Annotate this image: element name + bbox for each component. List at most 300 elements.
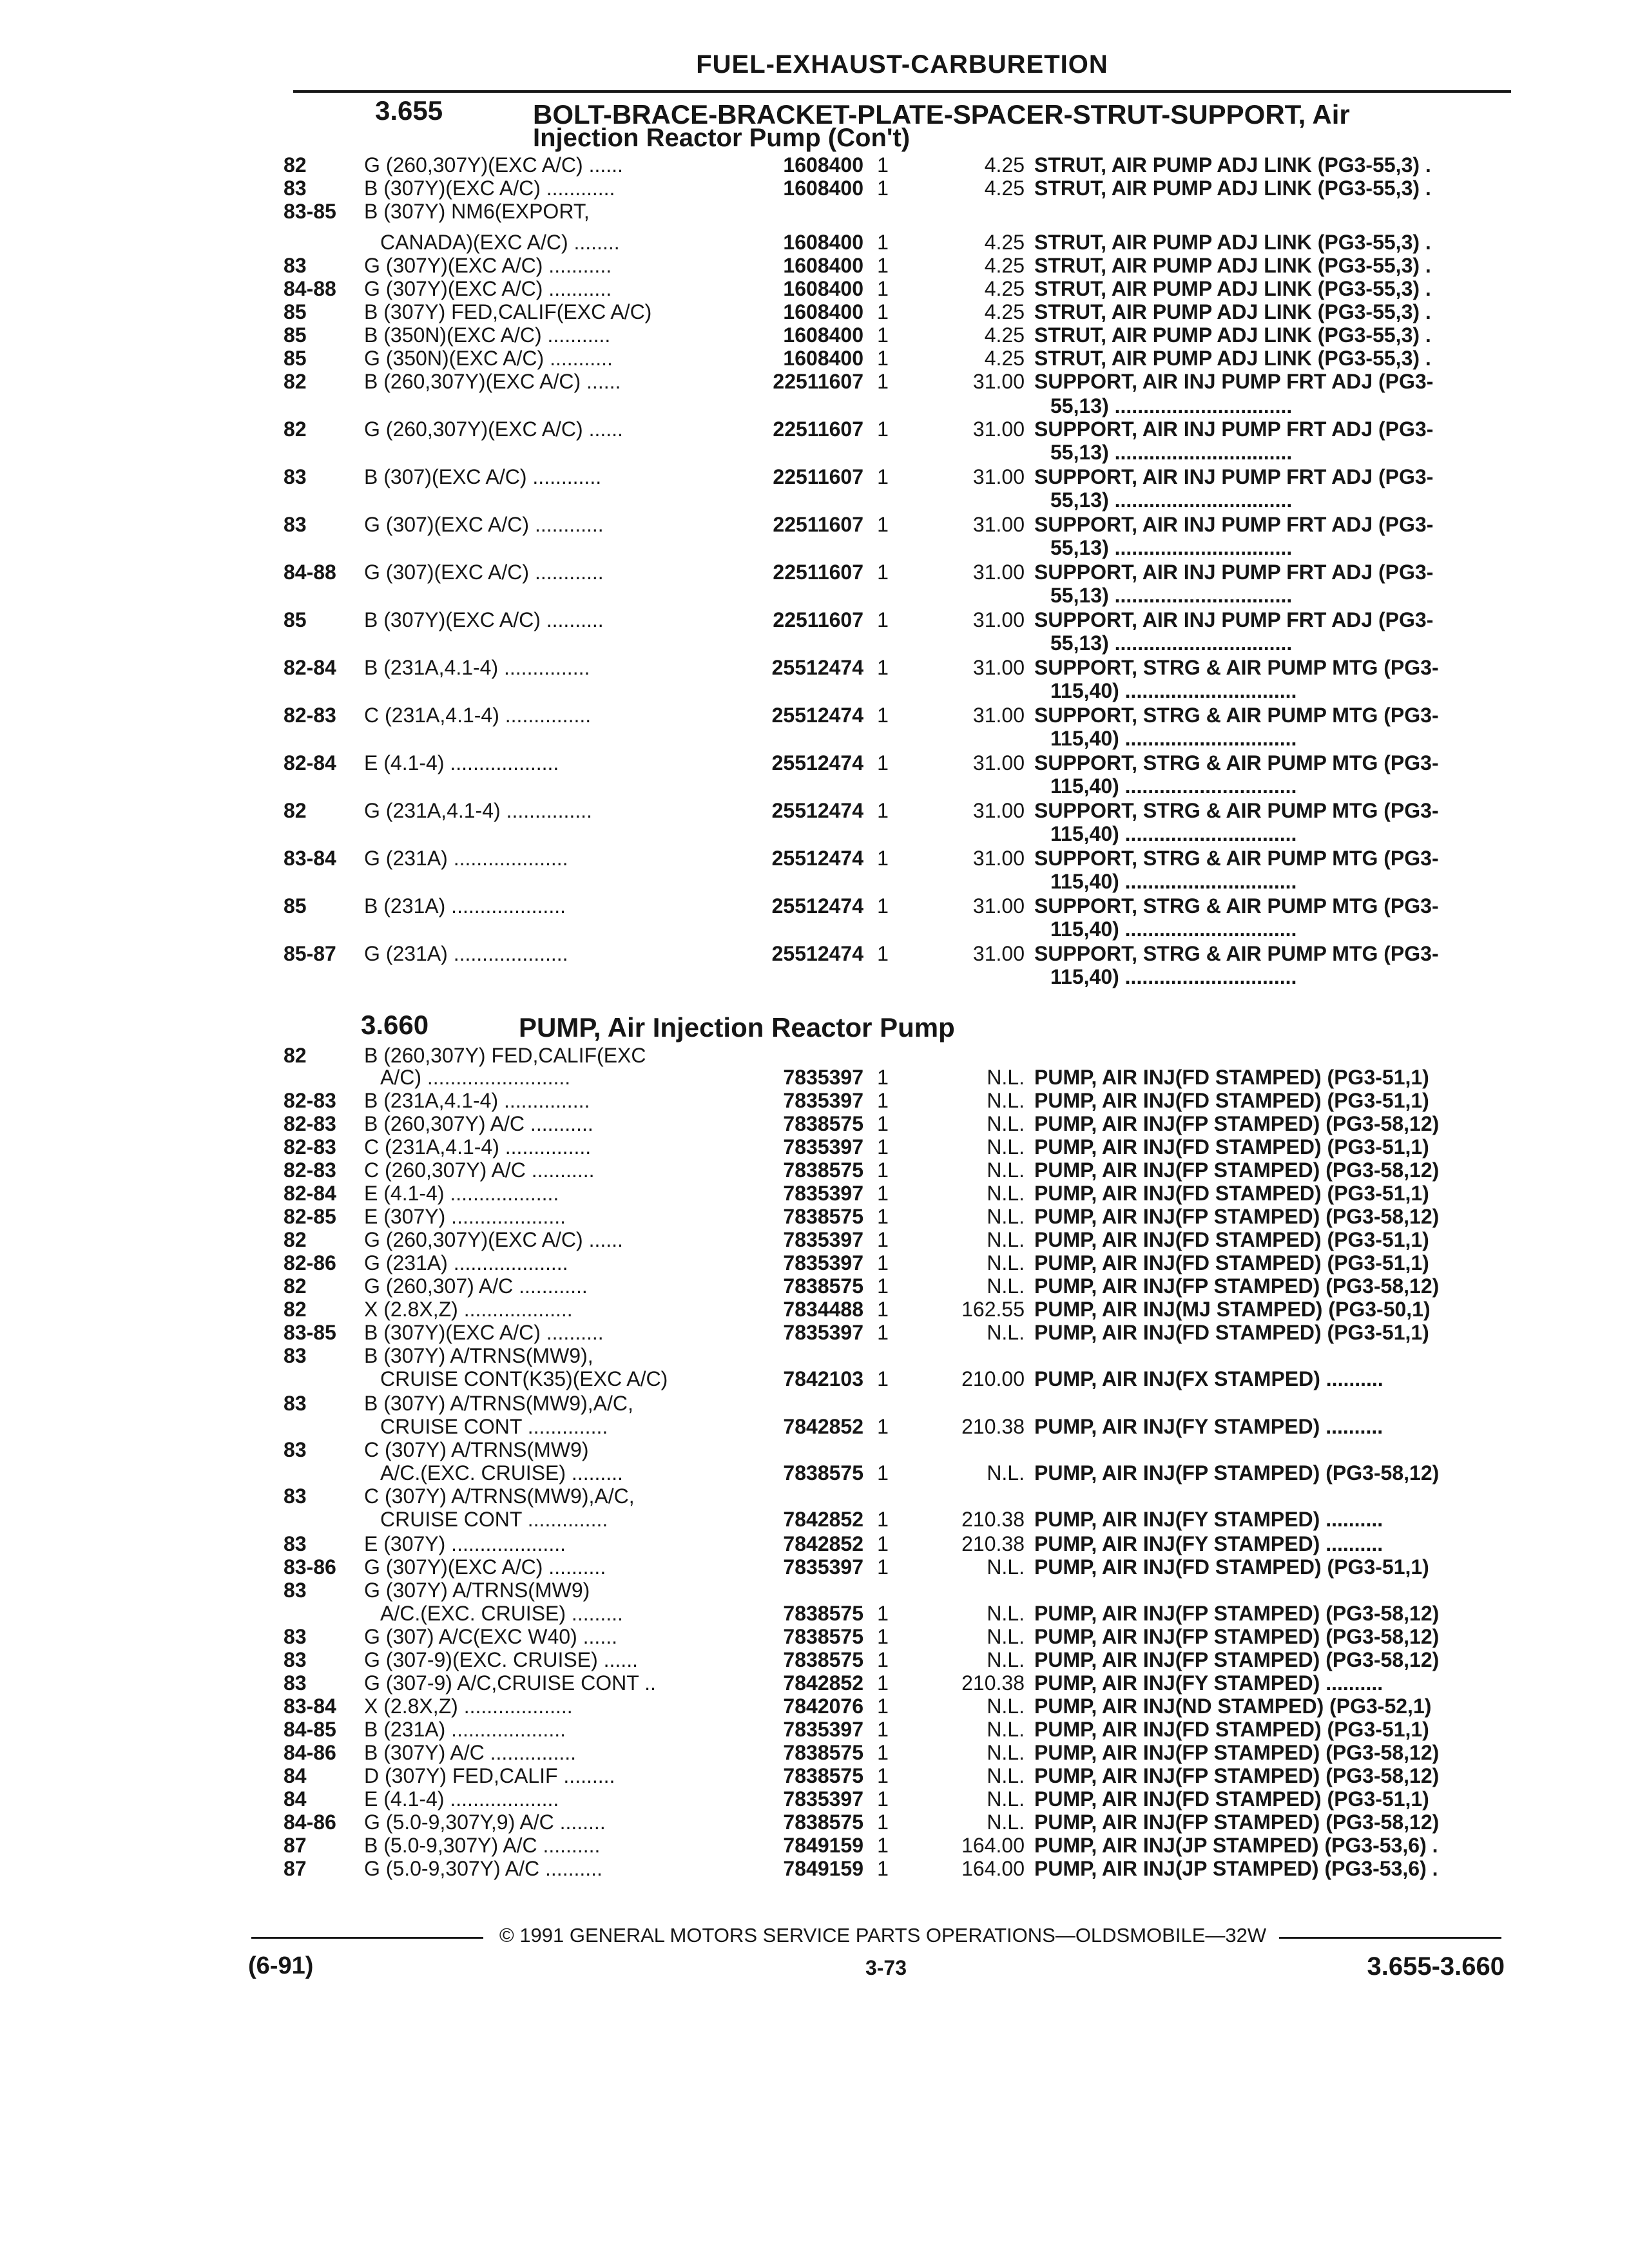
part-number: 7842852 [783, 1671, 863, 1695]
price: N.L. [987, 1321, 1025, 1344]
price: N.L. [987, 1555, 1025, 1579]
price: 4.25 [984, 277, 1025, 300]
application: G (307) A/C(EXC W40) ...... [364, 1625, 617, 1648]
model-year: 83 [284, 254, 307, 277]
description: SUPPORT, AIR INJ PUMP FRT ADJ (PG3- [1034, 370, 1434, 393]
description: PUMP, AIR INJ(FD STAMPED) (PG3-51,1) [1034, 1228, 1429, 1251]
price: N.L. [987, 1274, 1025, 1298]
description: SUPPORT, STRG & AIR PUMP MTG (PG3- [1034, 799, 1439, 822]
application: E (4.1-4) ................... [364, 1182, 559, 1205]
description: STRUT, AIR PUMP ADJ LINK (PG3-55,3) . [1034, 323, 1431, 347]
description-continued: 115,40) .............................. [1050, 727, 1297, 750]
description: PUMP, AIR INJ(FD STAMPED) (PG3-51,1) [1034, 1135, 1429, 1158]
model-year: 87 [284, 1834, 307, 1857]
quantity: 1 [877, 1857, 889, 1880]
part-number: 1608400 [783, 153, 863, 177]
model-year: 84 [284, 1787, 307, 1811]
model-year: 82 [284, 1228, 307, 1251]
application: G (231A) .................... [364, 942, 568, 965]
description: PUMP, AIR INJ(FP STAMPED) (PG3-58,12) [1034, 1112, 1440, 1135]
application: B (307Y) A/TRNS(MW9),A/C, [364, 1392, 633, 1415]
part-number: 7835397 [783, 1321, 863, 1344]
application: G (307Y)(EXC A/C) .......... [364, 1555, 606, 1579]
price: 210.38 [961, 1415, 1025, 1438]
application: C (260,307Y) A/C ........... [364, 1158, 595, 1182]
application: B (350N)(EXC A/C) ........... [364, 323, 611, 347]
model-year: 83 [284, 1579, 307, 1602]
quantity: 1 [877, 799, 889, 822]
price: N.L. [987, 1764, 1025, 1787]
quantity: 1 [877, 418, 889, 441]
model-year: 83-85 [284, 1321, 336, 1344]
price: 4.25 [984, 347, 1025, 370]
application: G (307-9)(EXC. CRUISE) ...... [364, 1648, 638, 1671]
application: G (231A,4.1-4) ............... [364, 799, 592, 822]
quantity: 1 [877, 300, 889, 323]
quantity: 1 [877, 1089, 889, 1112]
application: G (5.0-9,307Y) A/C .......... [364, 1857, 602, 1880]
description-continued: 55,13) ............................... [1050, 441, 1293, 464]
description: PUMP, AIR INJ(FP STAMPED) (PG3-58,12) [1034, 1764, 1440, 1787]
description-continued: 115,40) .............................. [1050, 870, 1297, 893]
description: PUMP, AIR INJ(FD STAMPED) (PG3-51,1) [1034, 1066, 1429, 1089]
description: PUMP, AIR INJ(FD STAMPED) (PG3-51,1) [1034, 1182, 1429, 1205]
application: C (231A,4.1-4) ............... [364, 704, 592, 727]
application: G (307)(EXC A/C) ............ [364, 513, 604, 536]
quantity: 1 [877, 323, 889, 347]
model-year: 82-83 [284, 1112, 336, 1135]
part-number: 25512474 [771, 894, 863, 918]
application: B (5.0-9,307Y) A/C .......... [364, 1834, 601, 1857]
part-number: 7835397 [783, 1135, 863, 1158]
part-number: 7849159 [783, 1834, 863, 1857]
page-header: FUEL-EXHAUST-CARBURETION [696, 50, 1108, 79]
part-number: 7838575 [783, 1461, 863, 1485]
quantity: 1 [877, 1671, 889, 1695]
quantity: 1 [877, 1787, 889, 1811]
application: B (307Y) NM6(EXPORT, [364, 200, 590, 223]
description: STRUT, AIR PUMP ADJ LINK (PG3-55,3) . [1034, 153, 1431, 177]
footer-rule-left [251, 1937, 483, 1939]
part-number: 22511607 [773, 513, 863, 536]
quantity: 1 [877, 1508, 889, 1531]
model-year: 82 [284, 153, 307, 177]
description: PUMP, AIR INJ(FD STAMPED) (PG3-51,1) [1034, 1555, 1429, 1579]
application: G (231A) .................... [364, 847, 568, 870]
description: STRUT, AIR PUMP ADJ LINK (PG3-55,3) . [1034, 254, 1431, 277]
quantity: 1 [877, 277, 889, 300]
application: G (260,307Y)(EXC A/C) ...... [364, 153, 623, 177]
application-continued: A/C.(EXC. CRUISE) ......... [380, 1461, 623, 1485]
price: N.L. [987, 1135, 1025, 1158]
application-continued: A/C.(EXC. CRUISE) ......... [380, 1602, 623, 1625]
quantity: 1 [877, 1182, 889, 1205]
description: PUMP, AIR INJ(FY STAMPED) .......... [1034, 1532, 1383, 1555]
quantity: 1 [877, 561, 889, 584]
application: B (260,307Y)(EXC A/C) ...... [364, 370, 621, 393]
model-year: 84 [284, 1764, 307, 1787]
model-year: 82-83 [284, 1089, 336, 1112]
model-year: 85 [284, 608, 307, 631]
part-number: 7835397 [783, 1251, 863, 1274]
description: PUMP, AIR INJ(FP STAMPED) (PG3-58,12) [1034, 1625, 1440, 1648]
application: G (350N)(EXC A/C) ........... [364, 347, 613, 370]
quantity: 1 [877, 1415, 889, 1438]
description: STRUT, AIR PUMP ADJ LINK (PG3-55,3) . [1034, 277, 1431, 300]
part-number: 7835397 [783, 1228, 863, 1251]
application: D (307Y) FED,CALIF ......... [364, 1764, 615, 1787]
price: N.L. [987, 1089, 1025, 1112]
part-number: 7835397 [783, 1787, 863, 1811]
description: SUPPORT, STRG & AIR PUMP MTG (PG3- [1034, 656, 1439, 679]
application: B (260,307Y) FED,CALIF(EXC [364, 1044, 646, 1067]
price: 31.00 [972, 608, 1025, 631]
price: N.L. [987, 1625, 1025, 1648]
quantity: 1 [877, 1228, 889, 1251]
part-number: 7838575 [783, 1158, 863, 1182]
quantity: 1 [877, 1764, 889, 1787]
part-number: 7838575 [783, 1741, 863, 1764]
price: 4.25 [984, 177, 1025, 200]
section-number: 3.655 [375, 95, 443, 126]
description: SUPPORT, AIR INJ PUMP FRT ADJ (PG3- [1034, 465, 1434, 488]
application: E (4.1-4) ................... [364, 751, 559, 774]
application: B (307Y)(EXC A/C) .......... [364, 1321, 604, 1344]
model-year: 83 [284, 1438, 307, 1461]
part-number: 7835397 [783, 1555, 863, 1579]
part-number: 25512474 [771, 751, 863, 774]
description-continued: 55,13) ............................... [1050, 584, 1293, 607]
application: C (307Y) A/TRNS(MW9) [364, 1438, 589, 1461]
description: PUMP, AIR INJ(JP STAMPED) (PG3-53,6) . [1034, 1834, 1438, 1857]
part-number: 7838575 [783, 1764, 863, 1787]
price: N.L. [987, 1205, 1025, 1228]
price: 164.00 [961, 1857, 1025, 1880]
price: 4.25 [984, 323, 1025, 347]
part-number: 7835397 [783, 1089, 863, 1112]
model-year: 85 [284, 323, 307, 347]
quantity: 1 [877, 1555, 889, 1579]
quantity: 1 [877, 1532, 889, 1555]
description: SUPPORT, STRG & AIR PUMP MTG (PG3- [1034, 894, 1439, 918]
description-continued: 115,40) .............................. [1050, 918, 1297, 941]
application: B (307Y) FED,CALIF(EXC A/C) [364, 300, 652, 323]
application: G (307Y)(EXC A/C) ........... [364, 254, 612, 277]
application: B (231A,4.1-4) ............... [364, 1089, 590, 1112]
application: C (307Y) A/TRNS(MW9),A/C, [364, 1485, 635, 1508]
description: STRUT, AIR PUMP ADJ LINK (PG3-55,3) . [1034, 300, 1431, 323]
application: E (307Y) .................... [364, 1532, 566, 1555]
model-year: 84-86 [284, 1741, 336, 1764]
application: B (307)(EXC A/C) ............ [364, 465, 602, 488]
quantity: 1 [877, 1298, 889, 1321]
description: SUPPORT, STRG & AIR PUMP MTG (PG3- [1034, 751, 1439, 774]
part-number: 25512474 [771, 704, 863, 727]
quantity: 1 [877, 231, 889, 254]
application: G (231A) .................... [364, 1251, 568, 1274]
footer-rule-right [1279, 1937, 1501, 1939]
part-number: 7835397 [783, 1182, 863, 1205]
quantity: 1 [877, 1695, 889, 1718]
part-number: 7842852 [783, 1415, 863, 1438]
price: 210.00 [961, 1367, 1025, 1390]
description: STRUT, AIR PUMP ADJ LINK (PG3-55,3) . [1034, 347, 1431, 370]
part-number: 7842076 [783, 1695, 863, 1718]
quantity: 1 [877, 153, 889, 177]
description: PUMP, AIR INJ(FX STAMPED) .......... [1034, 1367, 1383, 1390]
section-number: 3.660 [361, 1010, 429, 1040]
part-number: 7842103 [783, 1367, 863, 1390]
description-continued: 115,40) .............................. [1050, 822, 1297, 845]
application-continued: CRUISE CONT .............. [380, 1508, 608, 1531]
model-year: 82-84 [284, 751, 336, 774]
application: G (307Y)(EXC A/C) ........... [364, 277, 612, 300]
application-continued: CANADA)(EXC A/C) ........ [380, 231, 620, 254]
section-title: PUMP, Air Injection Reactor Pump [519, 1012, 955, 1043]
quantity: 1 [877, 1625, 889, 1648]
price: 31.00 [972, 942, 1025, 965]
model-year: 82-83 [284, 1158, 336, 1182]
price: 164.00 [961, 1834, 1025, 1857]
quantity: 1 [877, 1158, 889, 1182]
model-year: 82-83 [284, 704, 336, 727]
footer-copyright: © 1991 GENERAL MOTORS SERVICE PARTS OPERATIONS—OLDSMOBILE—32W [499, 1924, 1267, 1946]
quantity: 1 [877, 1251, 889, 1274]
application: B (307Y)(EXC A/C) .......... [364, 608, 604, 631]
price: 4.25 [984, 300, 1025, 323]
description: PUMP, AIR INJ(FD STAMPED) (PG3-51,1) [1034, 1251, 1429, 1274]
quantity: 1 [877, 1718, 889, 1741]
footer-section-range: 3.655-3.660 [1367, 1952, 1505, 1981]
quantity: 1 [877, 370, 889, 393]
description: STRUT, AIR PUMP ADJ LINK (PG3-55,3) . [1034, 231, 1431, 254]
description: PUMP, AIR INJ(FP STAMPED) (PG3-58,12) [1034, 1602, 1440, 1625]
quantity: 1 [877, 1321, 889, 1344]
description: PUMP, AIR INJ(JP STAMPED) (PG3-53,6) . [1034, 1857, 1438, 1880]
price: 31.00 [972, 418, 1025, 441]
application: B (307Y) A/C ............... [364, 1741, 576, 1764]
price: N.L. [987, 1787, 1025, 1811]
description: PUMP, AIR INJ(FP STAMPED) (PG3-58,12) [1034, 1811, 1440, 1834]
part-number: 7838575 [783, 1205, 863, 1228]
description: SUPPORT, STRG & AIR PUMP MTG (PG3- [1034, 847, 1439, 870]
description-continued: 115,40) .............................. [1050, 965, 1297, 988]
price: N.L. [987, 1251, 1025, 1274]
model-year: 82 [284, 1298, 307, 1321]
price: 210.38 [961, 1508, 1025, 1531]
model-year: 82-86 [284, 1251, 336, 1274]
part-number: 25512474 [771, 799, 863, 822]
description: SUPPORT, AIR INJ PUMP FRT ADJ (PG3- [1034, 608, 1434, 631]
part-number: 1608400 [783, 323, 863, 347]
application: B (307Y) A/TRNS(MW9), [364, 1344, 593, 1367]
description-continued: 55,13) ............................... [1050, 536, 1293, 559]
part-number: 7838575 [783, 1648, 863, 1671]
model-year: 82 [284, 1044, 307, 1067]
part-number: 7835397 [783, 1718, 863, 1741]
quantity: 1 [877, 513, 889, 536]
price: 210.38 [961, 1532, 1025, 1555]
price: N.L. [987, 1182, 1025, 1205]
part-number: 1608400 [783, 300, 863, 323]
description: SUPPORT, AIR INJ PUMP FRT ADJ (PG3- [1034, 561, 1434, 584]
application: G (260,307Y)(EXC A/C) ...... [364, 1228, 623, 1251]
model-year: 84-86 [284, 1811, 336, 1834]
model-year: 85 [284, 894, 307, 918]
model-year: 82-84 [284, 1182, 336, 1205]
model-year: 82-83 [284, 1135, 336, 1158]
application: G (307Y) A/TRNS(MW9) [364, 1579, 590, 1602]
description: PUMP, AIR INJ(MJ STAMPED) (PG3-50,1) [1034, 1298, 1431, 1321]
application: X (2.8X,Z) ................... [364, 1695, 573, 1718]
application: G (260,307) A/C ............ [364, 1274, 588, 1298]
description: PUMP, AIR INJ(FY STAMPED) .......... [1034, 1508, 1383, 1531]
model-year: 84-88 [284, 561, 336, 584]
application: B (231A) .................... [364, 1718, 566, 1741]
quantity: 1 [877, 1367, 889, 1390]
description: STRUT, AIR PUMP ADJ LINK (PG3-55,3) . [1034, 177, 1431, 200]
description: PUMP, AIR INJ(FY STAMPED) .......... [1034, 1671, 1383, 1695]
part-number: 1608400 [783, 231, 863, 254]
description-continued: 55,13) ............................... [1050, 394, 1293, 418]
quantity: 1 [877, 942, 889, 965]
footer-date: (6-91) [248, 1952, 314, 1979]
model-year: 84-85 [284, 1718, 336, 1741]
price: N.L. [987, 1741, 1025, 1764]
price: 31.00 [972, 847, 1025, 870]
price: 31.00 [972, 656, 1025, 679]
price: N.L. [987, 1602, 1025, 1625]
description: PUMP, AIR INJ(FD STAMPED) (PG3-51,1) [1034, 1787, 1429, 1811]
model-year: 82 [284, 799, 307, 822]
price: 31.00 [972, 799, 1025, 822]
part-number: 22511607 [773, 608, 863, 631]
quantity: 1 [877, 1205, 889, 1228]
footer-page-number: 3-73 [865, 1956, 907, 1979]
section-title-line1: BOLT-BRACE-BRACKET-PLATE-SPACER-STRUT-SUPPORT, Air [533, 99, 1350, 130]
part-number: 25512474 [771, 847, 863, 870]
description-continued: 55,13) ............................... [1050, 631, 1293, 655]
part-number: 1608400 [783, 254, 863, 277]
part-number: 7849159 [783, 1857, 863, 1880]
description: SUPPORT, STRG & AIR PUMP MTG (PG3- [1034, 704, 1439, 727]
application: B (231A,4.1-4) ............... [364, 656, 590, 679]
model-year: 85 [284, 347, 307, 370]
model-year: 83 [284, 177, 307, 200]
price: 31.00 [972, 561, 1025, 584]
part-number: 22511607 [773, 418, 863, 441]
part-number: 1608400 [783, 277, 863, 300]
description: PUMP, AIR INJ(FP STAMPED) (PG3-58,12) [1034, 1648, 1440, 1671]
part-number: 22511607 [773, 561, 863, 584]
price: 4.25 [984, 254, 1025, 277]
price: 4.25 [984, 231, 1025, 254]
model-year: 85 [284, 300, 307, 323]
application: E (4.1-4) ................... [364, 1787, 559, 1811]
model-year: 83 [284, 1625, 307, 1648]
quantity: 1 [877, 704, 889, 727]
part-number: 22511607 [773, 465, 863, 488]
quantity: 1 [877, 1112, 889, 1135]
application: X (2.8X,Z) ................... [364, 1298, 573, 1321]
quantity: 1 [877, 1648, 889, 1671]
model-year: 83 [284, 1485, 307, 1508]
application-continued: CRUISE CONT(K35)(EXC A/C) [380, 1367, 668, 1390]
quantity: 1 [877, 465, 889, 488]
price: 31.00 [972, 513, 1025, 536]
model-year: 83 [284, 1648, 307, 1671]
application: C (231A,4.1-4) ............... [364, 1135, 592, 1158]
quantity: 1 [877, 1811, 889, 1834]
quantity: 1 [877, 254, 889, 277]
model-year: 82-85 [284, 1205, 336, 1228]
header-rule [293, 90, 1511, 93]
model-year: 83 [284, 465, 307, 488]
price: N.L. [987, 1066, 1025, 1089]
description-continued: 115,40) .............................. [1050, 679, 1297, 702]
description: SUPPORT, AIR INJ PUMP FRT ADJ (PG3- [1034, 513, 1434, 536]
quantity: 1 [877, 847, 889, 870]
quantity: 1 [877, 1274, 889, 1298]
price: N.L. [987, 1695, 1025, 1718]
part-number: 7838575 [783, 1811, 863, 1834]
application-continued: CRUISE CONT .............. [380, 1415, 608, 1438]
price: 31.00 [972, 370, 1025, 393]
section-title-line2: Injection Reactor Pump (Con't) [533, 124, 911, 152]
application: G (5.0-9,307Y,9) A/C ........ [364, 1811, 606, 1834]
quantity: 1 [877, 1066, 889, 1089]
price: 31.00 [972, 751, 1025, 774]
price: 31.00 [972, 465, 1025, 488]
model-year: 83-86 [284, 1555, 336, 1579]
price: N.L. [987, 1158, 1025, 1182]
price: N.L. [987, 1718, 1025, 1741]
model-year: 85-87 [284, 942, 336, 965]
description: PUMP, AIR INJ(FP STAMPED) (PG3-58,12) [1034, 1205, 1440, 1228]
part-number: 25512474 [771, 942, 863, 965]
part-number: 1608400 [783, 347, 863, 370]
application: G (307)(EXC A/C) ............ [364, 561, 604, 584]
description: PUMP, AIR INJ(FP STAMPED) (PG3-58,12) [1034, 1158, 1440, 1182]
price: N.L. [987, 1228, 1025, 1251]
quantity: 1 [877, 656, 889, 679]
price: 4.25 [984, 153, 1025, 177]
price: 31.00 [972, 704, 1025, 727]
model-year: 82 [284, 1274, 307, 1298]
description: PUMP, AIR INJ(FY STAMPED) .......... [1034, 1415, 1383, 1438]
price: N.L. [987, 1461, 1025, 1485]
price: N.L. [987, 1811, 1025, 1834]
application: G (307-9) A/C,CRUISE CONT .. [364, 1671, 656, 1695]
part-number: 22511607 [773, 370, 863, 393]
description: PUMP, AIR INJ(FP STAMPED) (PG3-58,12) [1034, 1461, 1440, 1485]
model-year: 83-84 [284, 1695, 336, 1718]
model-year: 83 [284, 513, 307, 536]
description: PUMP, AIR INJ(FP STAMPED) (PG3-58,12) [1034, 1741, 1440, 1764]
model-year: 83 [284, 1532, 307, 1555]
quantity: 1 [877, 751, 889, 774]
part-number: 7838575 [783, 1112, 863, 1135]
quantity: 1 [877, 1602, 889, 1625]
part-number: 1608400 [783, 177, 863, 200]
part-number: 25512474 [771, 656, 863, 679]
model-year: 83 [284, 1392, 307, 1415]
description: PUMP, AIR INJ(FP STAMPED) (PG3-58,12) [1034, 1274, 1440, 1298]
part-number: 7838575 [783, 1625, 863, 1648]
description: PUMP, AIR INJ(FD STAMPED) (PG3-51,1) [1034, 1089, 1429, 1112]
quantity: 1 [877, 1741, 889, 1764]
model-year: 83 [284, 1671, 307, 1695]
